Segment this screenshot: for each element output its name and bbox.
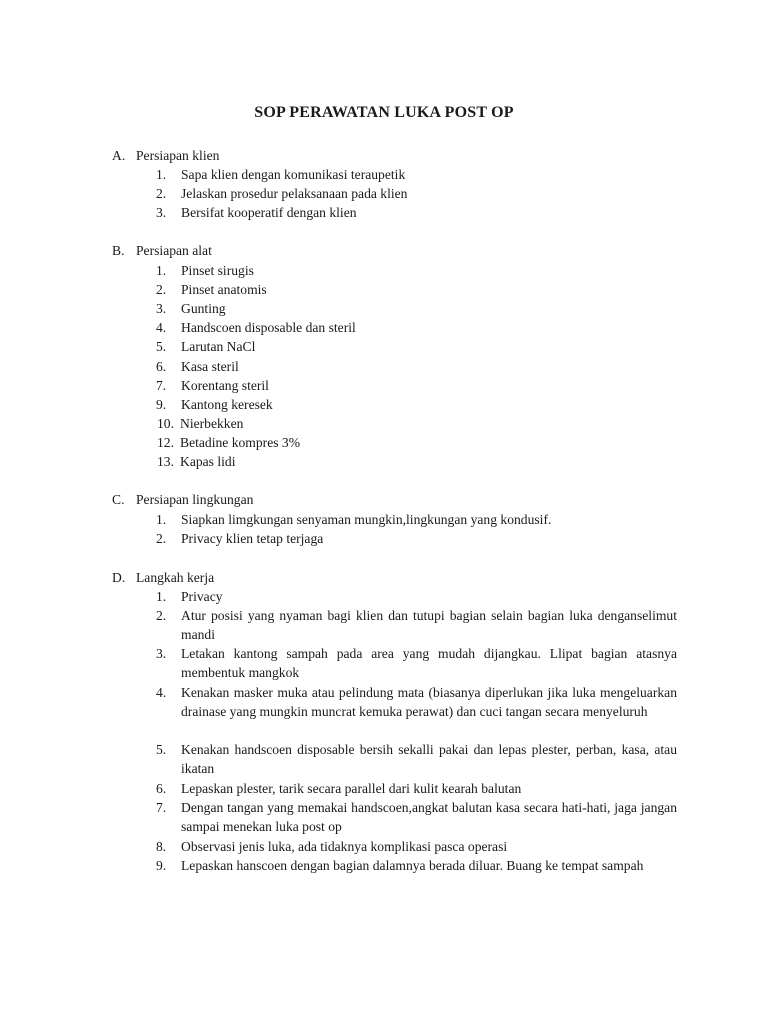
item-number: 13.: [157, 454, 174, 469]
item-text: Pinset sirugis: [181, 263, 254, 278]
item-text: Kapas lidi: [180, 454, 236, 469]
item-text: Sapa klien dengan komunikasi teraupetik: [181, 167, 406, 182]
item-number: 10.: [157, 416, 174, 431]
item-number: 4.: [156, 320, 167, 335]
item-text: Letakan kantong sampah pada area yang mudah dijangkau. Llipat bagian atasnya membentuk mangkok: [181, 646, 677, 680]
item-number: 2.: [156, 608, 167, 623]
item-number: 8.: [156, 839, 167, 854]
item-text: Lepaskan plester, tarik secara parallel dari kulit kearah balutan: [181, 781, 522, 796]
section-letter: A.: [112, 148, 126, 163]
item-text: Larutan NaCl: [181, 339, 256, 354]
section-letter: C.: [112, 492, 125, 507]
section-title: Langkah kerja: [136, 570, 215, 585]
item-number: 9.: [156, 397, 167, 412]
item-number: 6.: [156, 781, 167, 796]
item-text: Kenakan masker muka atau pelindung mata (biasanya diperlukan jika luka mengeluarkan drainase yang mungkin muncrat kemuka perawat) dan cuci tangan secara menyeluruh: [181, 685, 677, 719]
item-text: Lepaskan hanscoen dengan bagian dalamnya berada diluar. Buang ke tempat sampah: [181, 858, 644, 873]
section-heading: [112, 490, 253, 509]
item-number: 2.: [156, 186, 167, 201]
item-text: Dengan tangan yang memakai handscoen,angkat balutan kasa secara hati-hati, jaga jangan sampai menekan luka post op: [181, 800, 677, 834]
item-text: Korentang steril: [181, 378, 269, 393]
item-number: 1.: [156, 167, 167, 182]
item-text: Siapkan limgkungan senyaman mungkin,lingkungan yang kondusif.: [181, 512, 552, 527]
section-heading: [112, 241, 212, 260]
item-number: 3.: [156, 205, 167, 220]
item-number: 1.: [156, 589, 167, 604]
section-title: Persiapan lingkungan: [136, 492, 254, 507]
item-text: Pinset anatomis: [181, 282, 267, 297]
item-number: 6.: [156, 359, 167, 374]
item-text: Privacy klien tetap terjaga: [181, 531, 324, 546]
section-title: Persiapan alat: [136, 243, 212, 258]
item-text: Kantong keresek: [181, 397, 273, 412]
section-title: Persiapan klien: [136, 148, 220, 163]
item-number: 12.: [157, 435, 174, 450]
item-text: Nierbekken: [180, 416, 244, 431]
section-heading: [112, 568, 214, 587]
section-letter: B.: [112, 243, 125, 258]
item-text: Observasi jenis luka, ada tidaknya komplikasi pasca operasi: [181, 839, 508, 854]
item-number: 9.: [156, 858, 167, 873]
item-number: 7.: [156, 378, 167, 393]
item-text: Jelaskan prosedur pelaksanaan pada klien: [181, 186, 408, 201]
item-text: Betadine kompres 3%: [180, 435, 301, 450]
item-number: 2.: [156, 531, 167, 546]
section-heading: [112, 146, 219, 165]
item-text: Privacy: [181, 589, 223, 604]
item-number: 5.: [156, 339, 167, 354]
section-letter: D.: [112, 570, 126, 585]
item-number: 3.: [156, 301, 167, 316]
item-number: 7.: [156, 800, 167, 815]
item-number: 1.: [156, 512, 167, 527]
item-number: 3.: [156, 646, 167, 661]
item-number: 4.: [156, 685, 167, 700]
item-text: Kenakan handscoen disposable bersih sekalli pakai dan lepas plester, perban, kasa, atau ikatan: [181, 742, 677, 776]
item-text: Gunting: [181, 301, 226, 316]
item-text: Handscoen disposable dan steril: [181, 320, 356, 335]
item-text: Atur posisi yang nyaman bagi klien dan tutupi bagian selain bagian luka denganselimut mandi: [181, 608, 677, 642]
item-number: 2.: [156, 282, 167, 297]
document-title: SOP PERAWATAN LUKA POST OP: [254, 104, 514, 121]
item-number: 5.: [156, 742, 167, 757]
item-text: Kasa steril: [181, 359, 239, 374]
item-number: 1.: [156, 263, 167, 278]
item-text: Bersifat kooperatif dengan klien: [181, 205, 357, 220]
